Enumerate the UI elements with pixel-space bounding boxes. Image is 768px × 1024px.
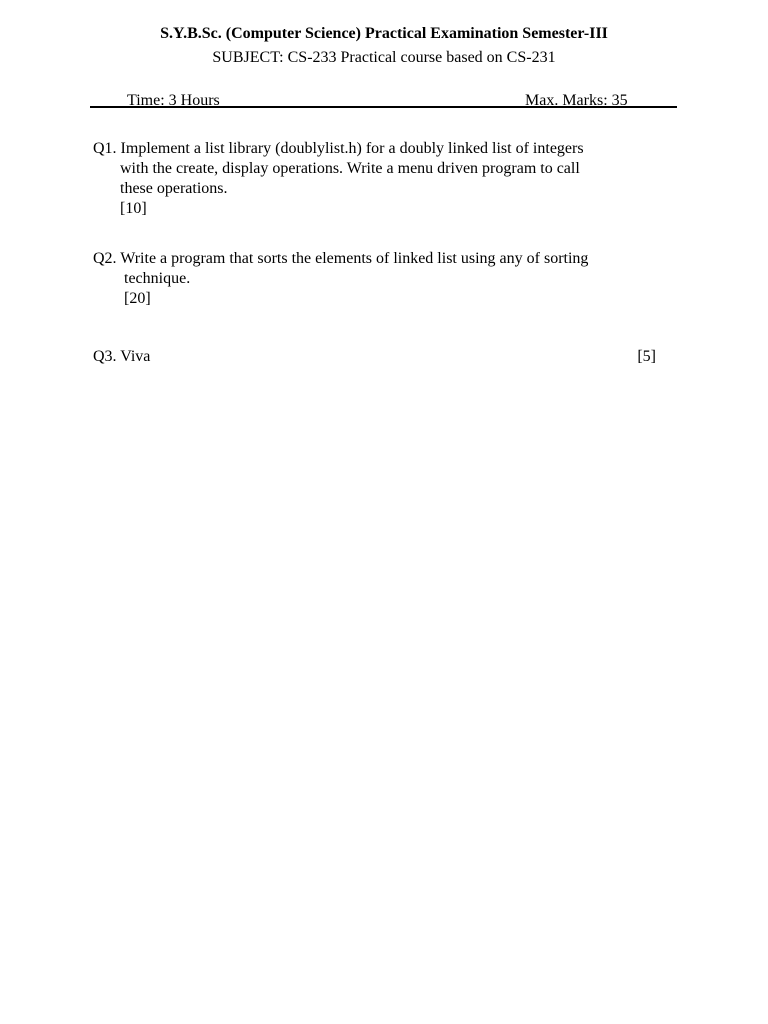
question-2 (93, 249, 653, 309)
exam-max-marks: Max. Marks: 35 (525, 92, 628, 109)
question-1 (93, 139, 653, 219)
question-2-line-2: technique. (124, 270, 191, 287)
exam-meta-row (90, 91, 677, 111)
question-2-marks: [20] (124, 290, 151, 307)
question-3-line-1: Q3. Viva (93, 348, 151, 365)
question-1-line-1: Q1. Implement a list library (doublylist.h) for a doubly linked list of integers (93, 140, 584, 157)
question-1-line-3: these operations. (120, 180, 228, 197)
question-3-marks: [5] (637, 348, 656, 365)
question-1-marks: [10] (120, 200, 147, 217)
exam-title: S.Y.B.Sc. (Computer Science) Practical Examination Semester-III (160, 25, 608, 42)
question-3 (93, 347, 656, 367)
exam-time: Time: 3 Hours (127, 92, 220, 109)
question-1-line-2: with the create, display operations. Write a menu driven program to call (120, 160, 580, 177)
question-2-line-1: Q2. Write a program that sorts the elements of linked list using any of sorting (93, 250, 589, 267)
exam-subject: SUBJECT: CS-233 Practical course based on CS-231 (212, 49, 556, 66)
header-divider (90, 106, 677, 108)
